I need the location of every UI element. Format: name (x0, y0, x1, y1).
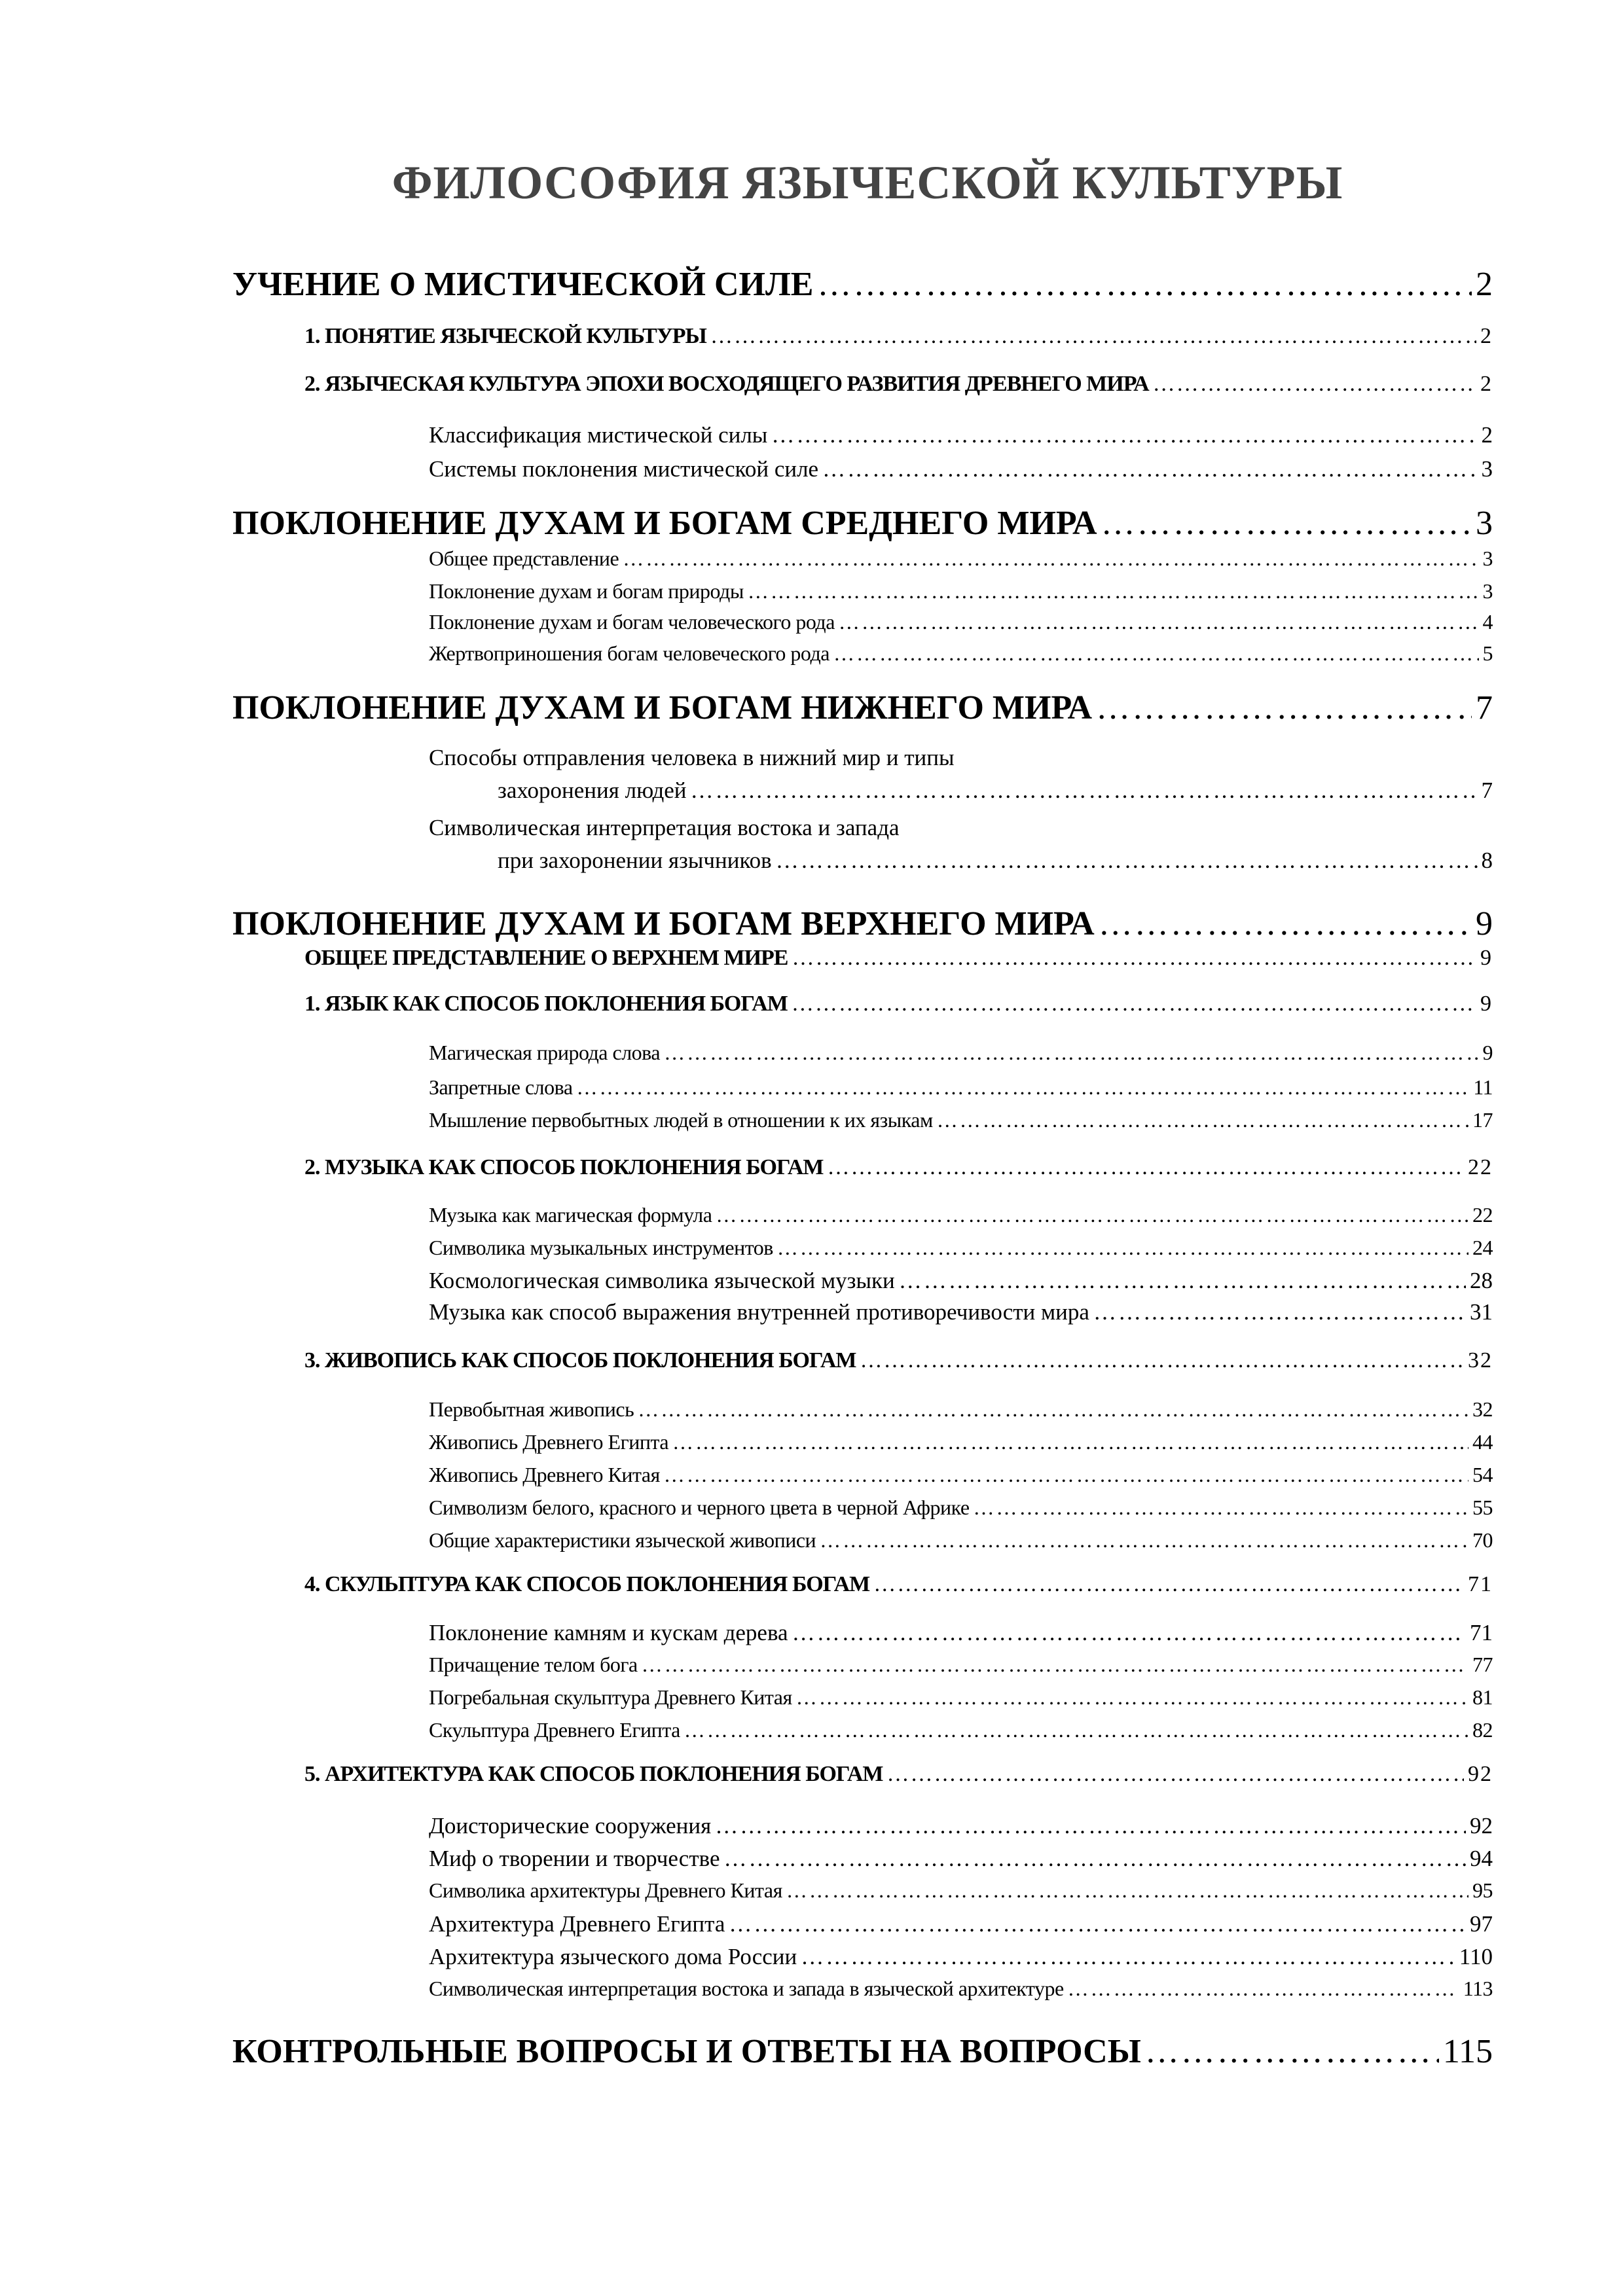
toc-entry-label: Мышление первобытных людей в отношении к их языкам (429, 1108, 933, 1132)
toc-entry-label: Миф о творении и творчестве (429, 1846, 720, 1871)
toc-entry-label: Погребальная скульптура Древнего Китая (429, 1685, 792, 1709)
dot-leader (1153, 372, 1476, 397)
toc-entry-label: 2. ЯЗЫЧЕСКАЯ КУЛЬТУРА ЭПОХИ ВОСХОДЯЩЕГО РАЗВИТИЯ ДРЕВНЕГО МИРА (304, 372, 1149, 396)
toc-entry-label: Поклонение камням и кускам дерева (429, 1620, 788, 1645)
toc-section[interactable] (429, 1911, 1493, 1937)
toc-entry-label: Поклонение духам и богам человеческого рода (429, 610, 835, 634)
toc-entry-line: Способы отправления человека в нижний мир и типы (429, 745, 955, 770)
toc-entry-label: Системы поклонения мистической силе (429, 456, 819, 482)
toc-page-number: 55 (1472, 1496, 1493, 1519)
toc-part-heading[interactable] (232, 265, 1493, 304)
toc-entry-label: УЧЕНИЕ О МИСТИЧЕСКОЙ СИЛЕ (232, 266, 814, 303)
toc-page-number: 3 (1476, 505, 1493, 542)
dot-leader (873, 1572, 1464, 1597)
toc-page-number: 54 (1472, 1463, 1493, 1486)
dot-leader (1099, 905, 1472, 943)
toc-page-number: 77 (1472, 1653, 1493, 1676)
toc-page-number: 31 (1470, 1299, 1493, 1325)
dot-leader (777, 1236, 1468, 1260)
toc-chapter[interactable] (304, 372, 1493, 397)
dot-leader (887, 1762, 1465, 1787)
dot-leader (691, 778, 1478, 804)
toc-entry-label: ПОКЛОНЕНИЕ ДУХАМ И БОГАМ НИЖНЕГО МИРА (232, 689, 1093, 726)
dot-leader (715, 1813, 1466, 1839)
dot-leader (792, 946, 1476, 971)
toc-page-number: 2 (1480, 324, 1493, 348)
toc-entry-label: Общие характеристики языческой живописи (429, 1528, 816, 1552)
toc-page-number: 97 (1470, 1911, 1493, 1937)
toc-section[interactable] (429, 641, 1493, 666)
toc-entry-label: Живопись Древнего Китая (429, 1463, 660, 1486)
toc-section[interactable] (429, 1463, 1493, 1487)
toc-entry-label: Живопись Древнего Египта (429, 1430, 669, 1454)
dot-leader (642, 1653, 1468, 1677)
toc-part-heading[interactable] (232, 2032, 1493, 2071)
toc-entry-label: 1. ЯЗЫК КАК СПОСОБ ПОКЛОНЕНИЯ БОГАМ (304, 992, 788, 1016)
toc-section[interactable] (429, 1813, 1493, 1839)
toc-page-number: 5 (1482, 641, 1493, 665)
toc-entry-label: Первобытная живопись (429, 1397, 634, 1421)
toc-section[interactable] (498, 778, 1493, 804)
toc-entry-label: 4. СКУЛЬПТУРА КАК СПОСОБ ПОКЛОНЕНИЯ БОГАМ (304, 1572, 870, 1596)
toc-entry-label: Скульптура Древнего Египта (429, 1718, 680, 1742)
toc-section[interactable] (429, 1944, 1493, 1970)
toc-entry-label: Магическая природа слова (429, 1041, 661, 1064)
dot-leader (623, 547, 1478, 571)
toc-page-number: 9 (1480, 946, 1493, 970)
toc-page-number: 7 (1481, 778, 1493, 803)
toc-page-number: 115 (1442, 2033, 1493, 2070)
toc-entry-label: 1. ПОНЯТИЕ ЯЗЫЧЕСКОЙ КУЛЬТУРЫ (304, 324, 706, 348)
dot-leader (638, 1397, 1468, 1422)
toc-page-number: 8 (1481, 848, 1493, 873)
dot-leader (860, 1348, 1464, 1373)
toc-page-number: 2 (1476, 266, 1493, 303)
toc-entry-label: ОБЩЕЕ ПРЕДСТАВЛЕНИЕ О ВЕРХНЕМ МИРЕ (304, 946, 788, 970)
dot-leader (820, 1528, 1468, 1552)
toc-page-number: 110 (1459, 1944, 1493, 1969)
toc-section[interactable] (429, 1268, 1493, 1294)
dot-leader (710, 324, 1476, 349)
toc-page-number: 3 (1482, 579, 1493, 603)
toc-page-number: 28 (1470, 1268, 1493, 1293)
dot-leader (776, 848, 1478, 874)
toc-entry-label: Символизм белого, красного и черного цвета в черной Африке (429, 1496, 970, 1519)
toc-section[interactable] (429, 1496, 1493, 1520)
toc-entry-label: Причащение телом бога (429, 1653, 638, 1676)
toc-page-number: 2 (1481, 422, 1493, 448)
toc-section[interactable] (429, 422, 1493, 448)
toc-entry-label: 5. АРХИТЕКТУРА КАК СПОСОБ ПОКЛОНЕНИЯ БОГАМ (304, 1762, 883, 1786)
toc-page-number: 9 (1476, 905, 1493, 942)
toc-page-number: 81 (1472, 1685, 1493, 1709)
toc-entry-label: Музыка как магическая формула (429, 1203, 712, 1227)
toc-page-number: 44 (1472, 1430, 1493, 1454)
toc-page-number: 113 (1463, 1977, 1493, 2000)
dot-leader (577, 1075, 1470, 1100)
toc-page-number: 11 (1473, 1075, 1493, 1099)
dot-leader (664, 1463, 1468, 1487)
toc-entry-label: Классификация мистической силы (429, 422, 768, 448)
document-title: ФИЛОСОФИЯ ЯЗЫЧЕСКОЙ КУЛЬТУРЫ (392, 156, 1343, 209)
toc-section[interactable] (498, 848, 1493, 874)
dot-leader (664, 1041, 1478, 1065)
toc-section[interactable] (429, 1878, 1493, 1903)
toc-page-number: 92 (1468, 1762, 1493, 1786)
dot-leader (792, 1620, 1466, 1646)
toc-entry-label: 3. ЖИВОПИСЬ КАК СПОСОБ ПОКЛОНЕНИЯ БОГАМ (304, 1348, 856, 1372)
toc-chapter[interactable] (304, 1572, 1493, 1597)
toc-entry-label: Архитектура языческого дома России (429, 1944, 797, 1969)
toc-section[interactable] (429, 1041, 1493, 1065)
dot-leader (729, 1911, 1466, 1937)
dot-leader (716, 1203, 1468, 1227)
toc-entry-label: Доисторические сооружения (429, 1813, 712, 1839)
dot-leader (796, 1685, 1468, 1710)
dot-leader (817, 265, 1472, 304)
toc-section[interactable] (429, 1620, 1493, 1646)
dot-leader (1068, 1977, 1459, 2001)
toc-entry-label: Космологическая символика языческой музыки (429, 1268, 895, 1293)
dot-leader (839, 610, 1479, 634)
toc-section[interactable] (429, 579, 1493, 603)
toc-entry-label: ПОКЛОНЕНИЕ ДУХАМ И БОГАМ ВЕРХНЕГО МИРА (232, 905, 1095, 942)
toc-section[interactable] (429, 1685, 1493, 1710)
toc-entry-label: Символика музыкальных инструментов (429, 1236, 773, 1259)
toc-section[interactable] (429, 1430, 1493, 1454)
toc-page-number: 82 (1472, 1718, 1493, 1742)
toc-section[interactable] (429, 1075, 1493, 1100)
toc-entry-line: Символическая интерпретация востока и запада (429, 815, 900, 840)
toc-page-number: 22 (1472, 1203, 1493, 1227)
dot-leader (899, 1268, 1466, 1294)
toc-page-number: 94 (1470, 1846, 1493, 1871)
toc-page-number: 24 (1472, 1236, 1493, 1259)
toc-chapter[interactable] (304, 992, 1493, 1016)
toc-page-number: 4 (1482, 610, 1493, 634)
toc-section[interactable] (429, 1528, 1493, 1552)
toc-chapter[interactable] (304, 324, 1493, 349)
dot-leader (771, 422, 1477, 448)
dot-leader (801, 1944, 1455, 1970)
toc-section[interactable] (429, 1846, 1493, 1872)
toc-page-number: 3 (1482, 547, 1493, 570)
dot-leader (828, 1155, 1465, 1180)
dot-leader (748, 579, 1479, 603)
toc-section[interactable] (429, 1718, 1493, 1742)
toc-entry-label: Общее представление (429, 547, 619, 570)
toc-page-number: 17 (1472, 1108, 1493, 1132)
dot-leader (833, 641, 1479, 666)
toc-entry-label: захоронения людей (498, 778, 687, 803)
toc-entry-label: Поклонение духам и богам природы (429, 579, 744, 603)
toc-chapter[interactable] (304, 1155, 1493, 1180)
toc-page-number: 92 (1470, 1813, 1493, 1839)
toc-entry-label: при захоронении язычников (498, 848, 772, 873)
toc-section[interactable] (429, 1977, 1493, 2001)
toc-entry-label: Музыка как способ выражения внутренней противоречивости мира (429, 1299, 1089, 1325)
toc-part-heading[interactable] (232, 905, 1493, 943)
toc-page-number: 9 (1482, 1041, 1493, 1064)
dot-leader (937, 1108, 1468, 1132)
toc-section[interactable] (429, 610, 1493, 634)
dot-leader (1093, 1299, 1466, 1325)
toc-entry-label: Запретные слова (429, 1075, 573, 1099)
toc-page-number: 70 (1472, 1528, 1493, 1552)
toc-page-number: 32 (1468, 1348, 1493, 1372)
toc-page-number: 32 (1472, 1397, 1493, 1421)
toc-entry-label: Жертвоприношения богам человеческого рода (429, 641, 830, 665)
toc-entry-label: Символика архитектуры Древнего Китая (429, 1878, 782, 1902)
dot-leader (672, 1430, 1468, 1454)
toc-entry-label: ПОКЛОНЕНИЕ ДУХАМ И БОГАМ СРЕДНЕГО МИРА (232, 505, 1097, 542)
toc-entry-label: КОНТРОЛЬНЫЕ ВОПРОСЫ И ОТВЕТЫ НА ВОПРОСЫ (232, 2033, 1141, 2070)
toc-page-number: 9 (1480, 992, 1493, 1016)
dot-leader (822, 456, 1477, 482)
dot-leader (786, 1878, 1468, 1903)
dot-leader (974, 1496, 1468, 1520)
dot-leader (723, 1846, 1466, 1872)
dot-leader (1096, 689, 1472, 727)
toc-page-number: 3 (1481, 456, 1493, 482)
toc-page-number: 71 (1468, 1572, 1493, 1596)
toc-section[interactable] (429, 1236, 1493, 1260)
dot-leader (792, 992, 1476, 1016)
toc-page-number: 71 (1470, 1620, 1493, 1645)
dot-leader (1145, 2032, 1439, 2071)
toc-entry-label: Архитектура Древнего Египта (429, 1911, 725, 1937)
toc-entry-label: Символическая интерпретация востока и запада в языческой архитектуре (429, 1977, 1064, 2000)
dot-leader (1101, 504, 1472, 543)
toc-section[interactable] (429, 1203, 1493, 1227)
toc-entry-label: 2. МУЗЫКА КАК СПОСОБ ПОКЛОНЕНИЯ БОГАМ (304, 1155, 824, 1179)
toc-chapter[interactable] (304, 946, 1493, 971)
toc-section[interactable] (429, 1108, 1493, 1132)
toc-part-heading[interactable] (232, 504, 1493, 543)
toc-page-number: 22 (1468, 1155, 1493, 1179)
toc-chapter[interactable] (304, 1348, 1493, 1373)
toc-section[interactable] (429, 1299, 1493, 1325)
toc-page-number: 7 (1476, 689, 1493, 726)
toc-section[interactable] (429, 547, 1493, 571)
toc-section[interactable] (429, 456, 1493, 482)
toc-section[interactable] (429, 1397, 1493, 1422)
toc-chapter[interactable] (304, 1762, 1493, 1787)
dot-leader (684, 1718, 1468, 1742)
toc-page-number: 2 (1480, 372, 1493, 396)
toc-part-heading[interactable] (232, 689, 1493, 727)
toc-section[interactable] (429, 1653, 1493, 1677)
toc-page-number: 95 (1472, 1878, 1493, 1902)
